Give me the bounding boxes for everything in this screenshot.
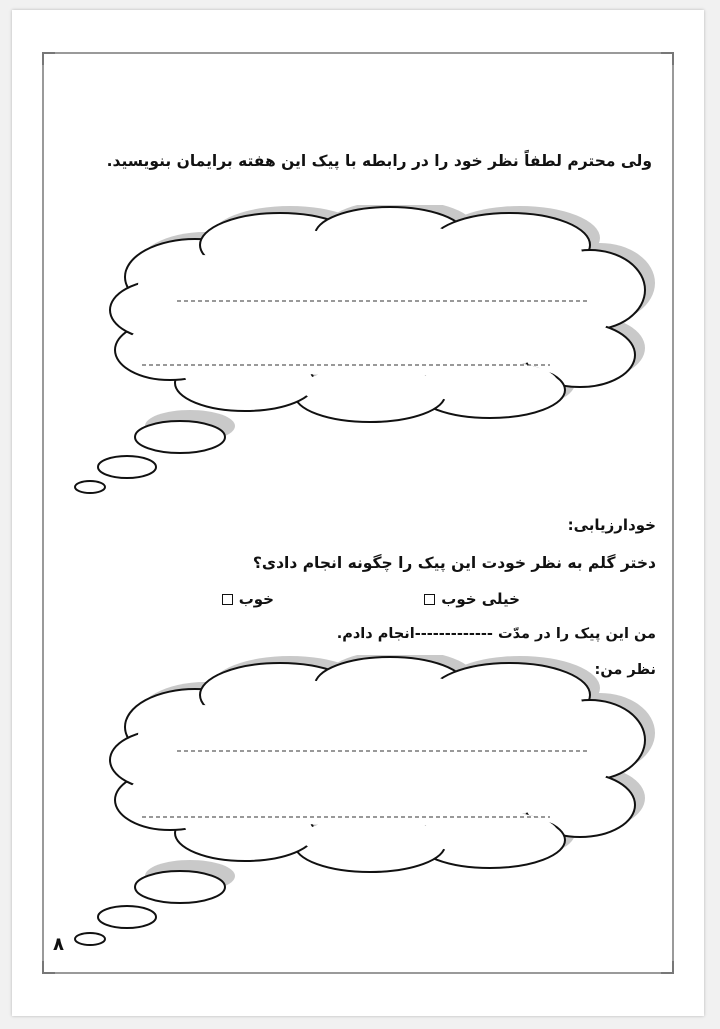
option-very-good[interactable] <box>424 590 520 608</box>
student-opinion-cloud[interactable] <box>70 655 670 955</box>
corner-ornament-icon <box>660 52 674 66</box>
option-label: خوب <box>238 590 274 608</box>
parent-comment-cloud[interactable] <box>70 205 670 505</box>
parent-prompt: ولی محترم لطفاً نظر خود را در رابطه با پیک این هفته برایمان بنویسید. <box>106 152 652 170</box>
checkbox-icon[interactable] <box>424 594 435 605</box>
corner-ornament-icon <box>42 960 56 974</box>
duration-line <box>337 626 656 642</box>
duration-blank[interactable]: ------------- <box>414 626 493 642</box>
my-opinion-label: نظر من: <box>594 662 656 678</box>
page-number: ۸ <box>53 934 64 955</box>
option-label: خیلی خوب <box>441 590 520 608</box>
corner-ornament-icon <box>42 52 56 66</box>
checkbox-icon[interactable] <box>222 594 233 605</box>
self-assessment-question: دختر گلم به نظر خودت این پیک را چگونه انجام دادی؟ <box>252 554 656 572</box>
option-good[interactable] <box>222 590 274 608</box>
duration-suffix: انجام دادم. <box>336 626 415 642</box>
self-assessment-heading: خودارزیابی: <box>567 516 656 534</box>
duration-prefix: من این پیک را در مدّت <box>498 626 656 642</box>
corner-ornament-icon <box>660 960 674 974</box>
